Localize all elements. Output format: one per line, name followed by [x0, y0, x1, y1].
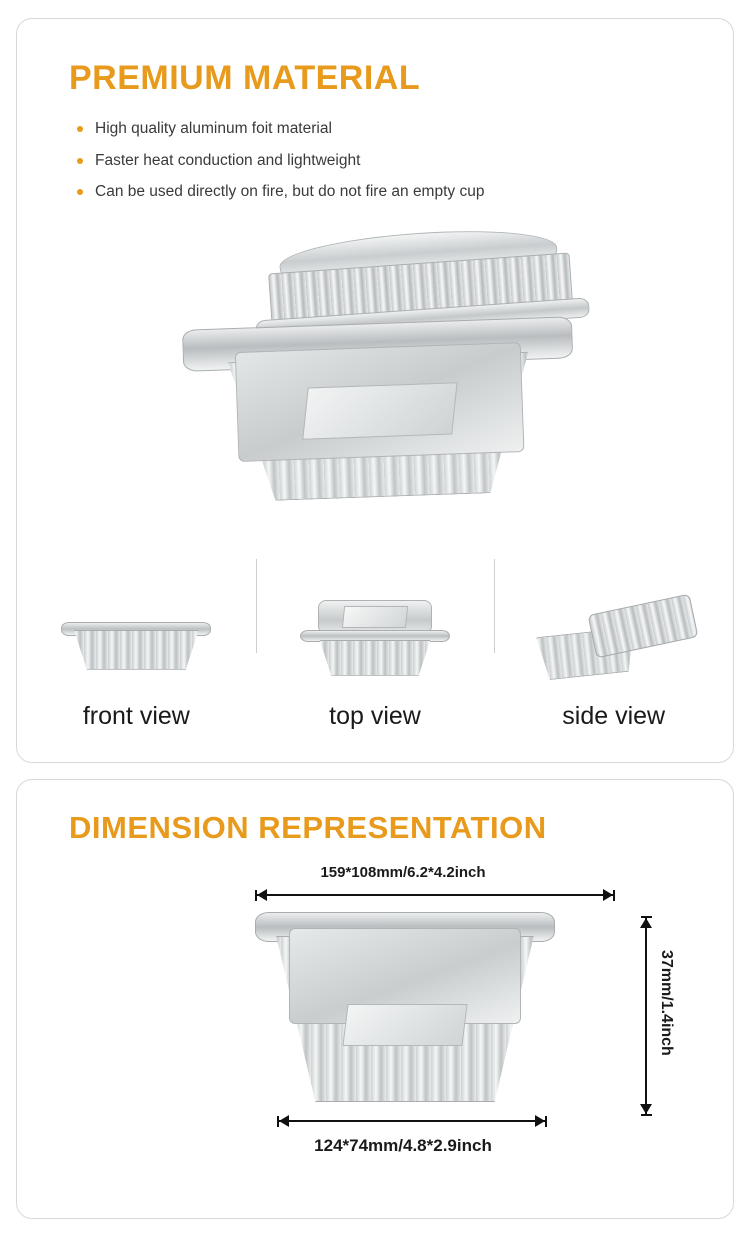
- page-title: PREMIUM MATERIAL: [69, 59, 421, 97]
- arrow-cap-bottom: [641, 1114, 652, 1116]
- view-label-side: side view: [562, 701, 666, 730]
- tray-bottom-emboss: [302, 382, 457, 439]
- bottom-dimension-arrow: [277, 1116, 547, 1126]
- view-label-front: front view: [82, 701, 190, 730]
- view-column-top: [256, 553, 495, 733]
- arrow-head-left: [279, 1115, 289, 1127]
- height-dimension-label: 37mm/1.4inch: [658, 950, 675, 1056]
- dim-tray-emboss: [342, 1004, 467, 1046]
- view-column-side: [494, 553, 733, 733]
- arrow-cap-right: [613, 890, 615, 901]
- arrow-head-bottom: [640, 1104, 652, 1114]
- premium-material-card: [16, 18, 734, 763]
- arrow-line: [277, 1120, 547, 1122]
- view-label-top: top view: [329, 701, 421, 730]
- list-item: Faster heat conduction and lightweight: [75, 152, 733, 171]
- top-dimension-arrow: [255, 890, 615, 900]
- arrow-head-right: [603, 889, 613, 901]
- dimension-diagram: [55, 864, 695, 1174]
- feature-bullet-list: [75, 120, 733, 202]
- top-view-image: [290, 596, 460, 696]
- list-item: Can be used directly on fire, but do not fire an empty cup: [75, 183, 733, 202]
- arrow-cap-right: [545, 1116, 547, 1127]
- top-view-body: [316, 640, 434, 676]
- dimension-representation-card: [16, 779, 734, 1219]
- hero-product-image: [17, 215, 733, 545]
- dimension-tray-illustration: [255, 912, 555, 1112]
- arrow-line: [645, 916, 647, 1116]
- top-dimension-label: 159*108mm/6.2*4.2inch: [320, 864, 486, 881]
- arrow-head-right: [535, 1115, 545, 1127]
- list-item: High quality aluminum foit material: [75, 120, 733, 139]
- height-dimension-arrow: [641, 916, 651, 1116]
- dimension-title: DIMENSION REPRESENTATION: [69, 810, 547, 845]
- side-view-image: [529, 596, 699, 696]
- foil-tray-illustration: [182, 316, 578, 510]
- arrow-line: [255, 894, 615, 896]
- bottom-dimension-label: 124*74mm/4.8*2.9inch: [314, 1136, 492, 1155]
- front-view-image: [51, 596, 221, 696]
- top-view-emboss: [342, 606, 408, 628]
- front-view-body: [71, 630, 201, 670]
- view-column-front: [17, 553, 256, 733]
- side-view-lid: [587, 593, 698, 658]
- arrow-head-top: [640, 918, 652, 928]
- view-thumbnail-row: [17, 553, 733, 733]
- arrow-head-left: [257, 889, 267, 901]
